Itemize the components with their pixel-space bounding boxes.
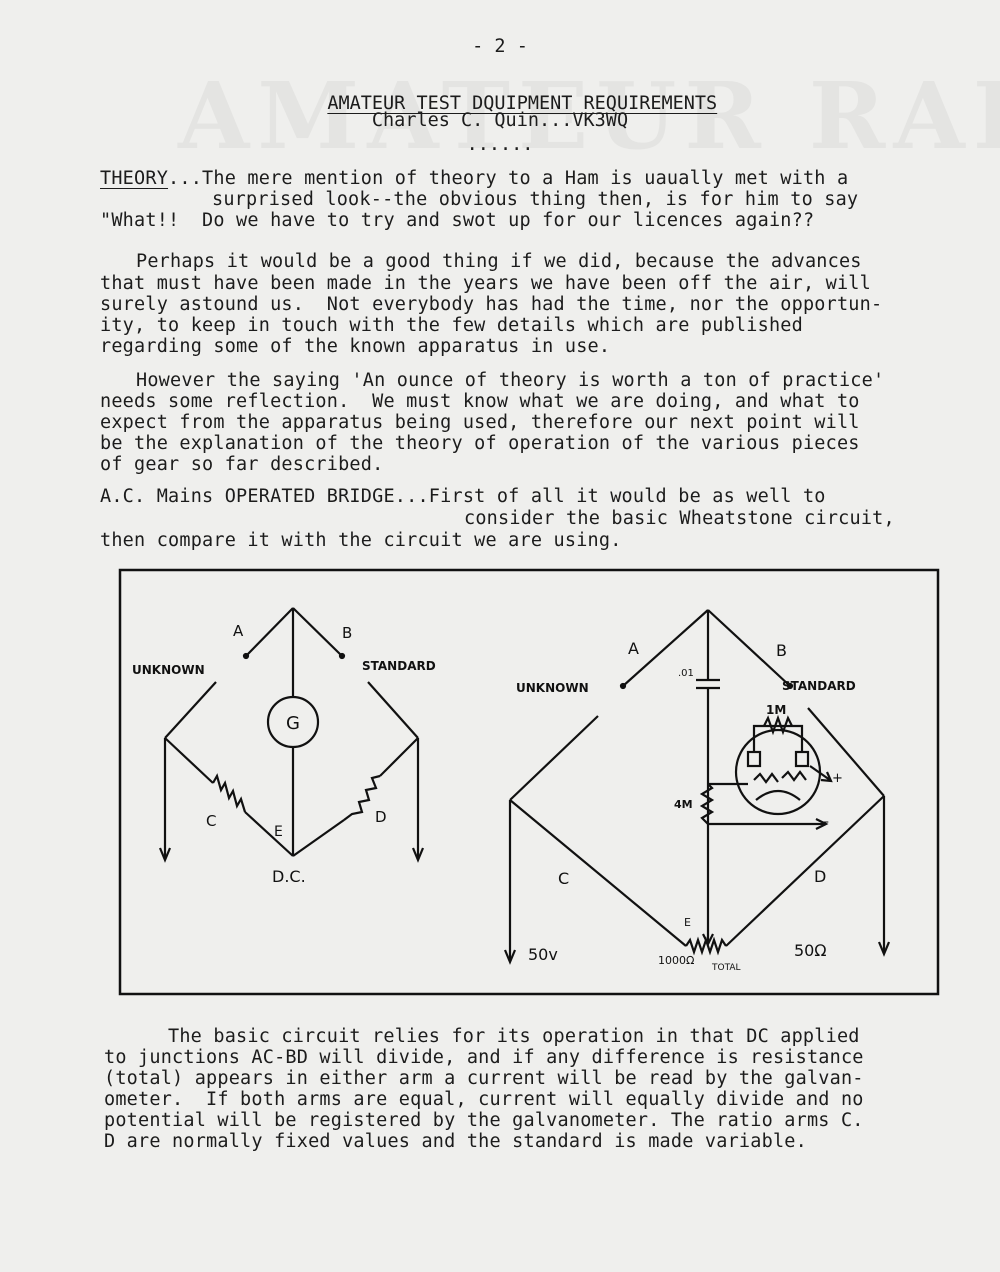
document-title: AMATEUR TEST DQUIPMENT REQUIREMENTS [327,93,718,114]
terminal-dot [621,684,625,688]
label-1000-ohm: 1000Ω [658,954,695,967]
label-c: C [206,812,217,830]
label-1m: 1M [766,703,787,717]
label-c: C [558,869,570,888]
arm-a-wire [246,608,293,656]
valve-pin [748,752,760,766]
label-50v: 50v [528,945,558,964]
mains-bridge-diagram [505,610,889,962]
para3-line: needs some reflection. We must know what we are doing, and what to [100,391,860,412]
valve-arc [756,791,800,800]
unknown-wire [510,716,598,800]
arm-b-wire [293,608,342,656]
valve-heater [754,774,778,782]
valve-heater [782,772,806,780]
para2-line: Perhaps it would be a good thing if we did, because the advances [136,251,862,272]
arm-d-wire [726,796,884,946]
arm-d-wire [293,820,344,856]
para2-line: regarding some of the known apparatus in use. [100,336,611,357]
bridge-line-2: consider the basic Wheatstone circuit, [464,508,895,529]
label-galvanometer: G [286,713,300,734]
para4-line: to junctions AC-BD will divide, and if any difference is resistance [104,1047,864,1068]
bridge-line-3: then compare it with the circuit we are using. [100,530,622,551]
label-a: A [233,622,244,640]
valve-pin [796,752,808,766]
arm-d-wire [380,738,418,776]
arm-c-wire [245,812,293,856]
terminal-dot [340,654,344,658]
label-d: D [814,867,827,886]
para4-line: D are normally fixed values and the standard is made variable. [104,1131,807,1152]
arm-c-wire [510,800,686,946]
theory-line-1: THEORY...The mere mention of theory to a Ham is uaually met with a [100,168,849,189]
terminal-dot [244,654,248,658]
page-number: - 2 - [472,36,528,57]
para4-line: The basic circuit relies for its operation in that DC applied [168,1026,860,1047]
label-dc: D.C. [272,867,306,886]
theory-line-3: "What!! Do we have to try and swot up for our licences again?? [100,210,815,231]
para2-line: that must have been made in the years we have been off the air, will [100,273,871,294]
para4-line: ometer. If both arms are equal, current will equally divide and no [104,1089,864,1110]
para3-line: be the explanation of the theory of operation of the various pieces [100,433,860,454]
para2-line: surely astound us. Not everybody has had the time, nor the opportun- [100,294,883,315]
para2-line: ity, to keep in touch with the few details which are published [100,315,803,336]
para3-line: expect from the apparatus being used, therefore our next point will [100,412,860,433]
separator-dots: ...... [466,134,534,155]
para3-line: However the saying 'An ounce of theory is worth a ton of practice' [136,370,885,391]
standard-wire [368,682,418,738]
para3-line: of gear so far described. [100,454,384,475]
resistor-c [213,776,245,812]
meter-valve-circle [736,730,820,814]
mains-bridge-labels [516,639,856,973]
label-e: E [274,824,283,840]
label-b: B [776,641,787,660]
label-unknown: UNKNOWN [132,663,205,677]
theory-heading: THEORY [100,168,169,189]
label-unknown: UNKNOWN [516,681,589,695]
label-d: D [375,808,387,826]
unknown-wire [165,682,216,738]
label-4m: 4M [674,798,693,811]
label-plus: + [832,771,843,786]
label-capacitor: .01 [678,668,694,679]
label-standard: STANDARD [782,679,856,693]
arm-c-wire [165,738,213,783]
theory-line-2: surprised look--the obvious thing then, is for him to say [212,189,859,210]
label-50-ohm: 50Ω [794,941,827,960]
label-b: B [342,624,353,642]
para4-line: potential will be registered by the galvanometer. The ratio arms C. [104,1110,864,1131]
bridge-line-1: A.C. Mains OPERATED BRIDGE...First of all it would be as well to [100,486,826,507]
para4-line: (total) appears in either arm a current will be read by the galvan- [104,1068,864,1089]
label-total: TOTAL [712,963,741,973]
circuit-diagram [118,568,940,996]
label-minus: – [822,814,829,830]
label-a: A [628,639,639,658]
author-line: Charles C. Quin...VK3WQ [371,110,629,131]
label-standard: STANDARD [362,659,436,673]
label-e: E [684,916,691,929]
